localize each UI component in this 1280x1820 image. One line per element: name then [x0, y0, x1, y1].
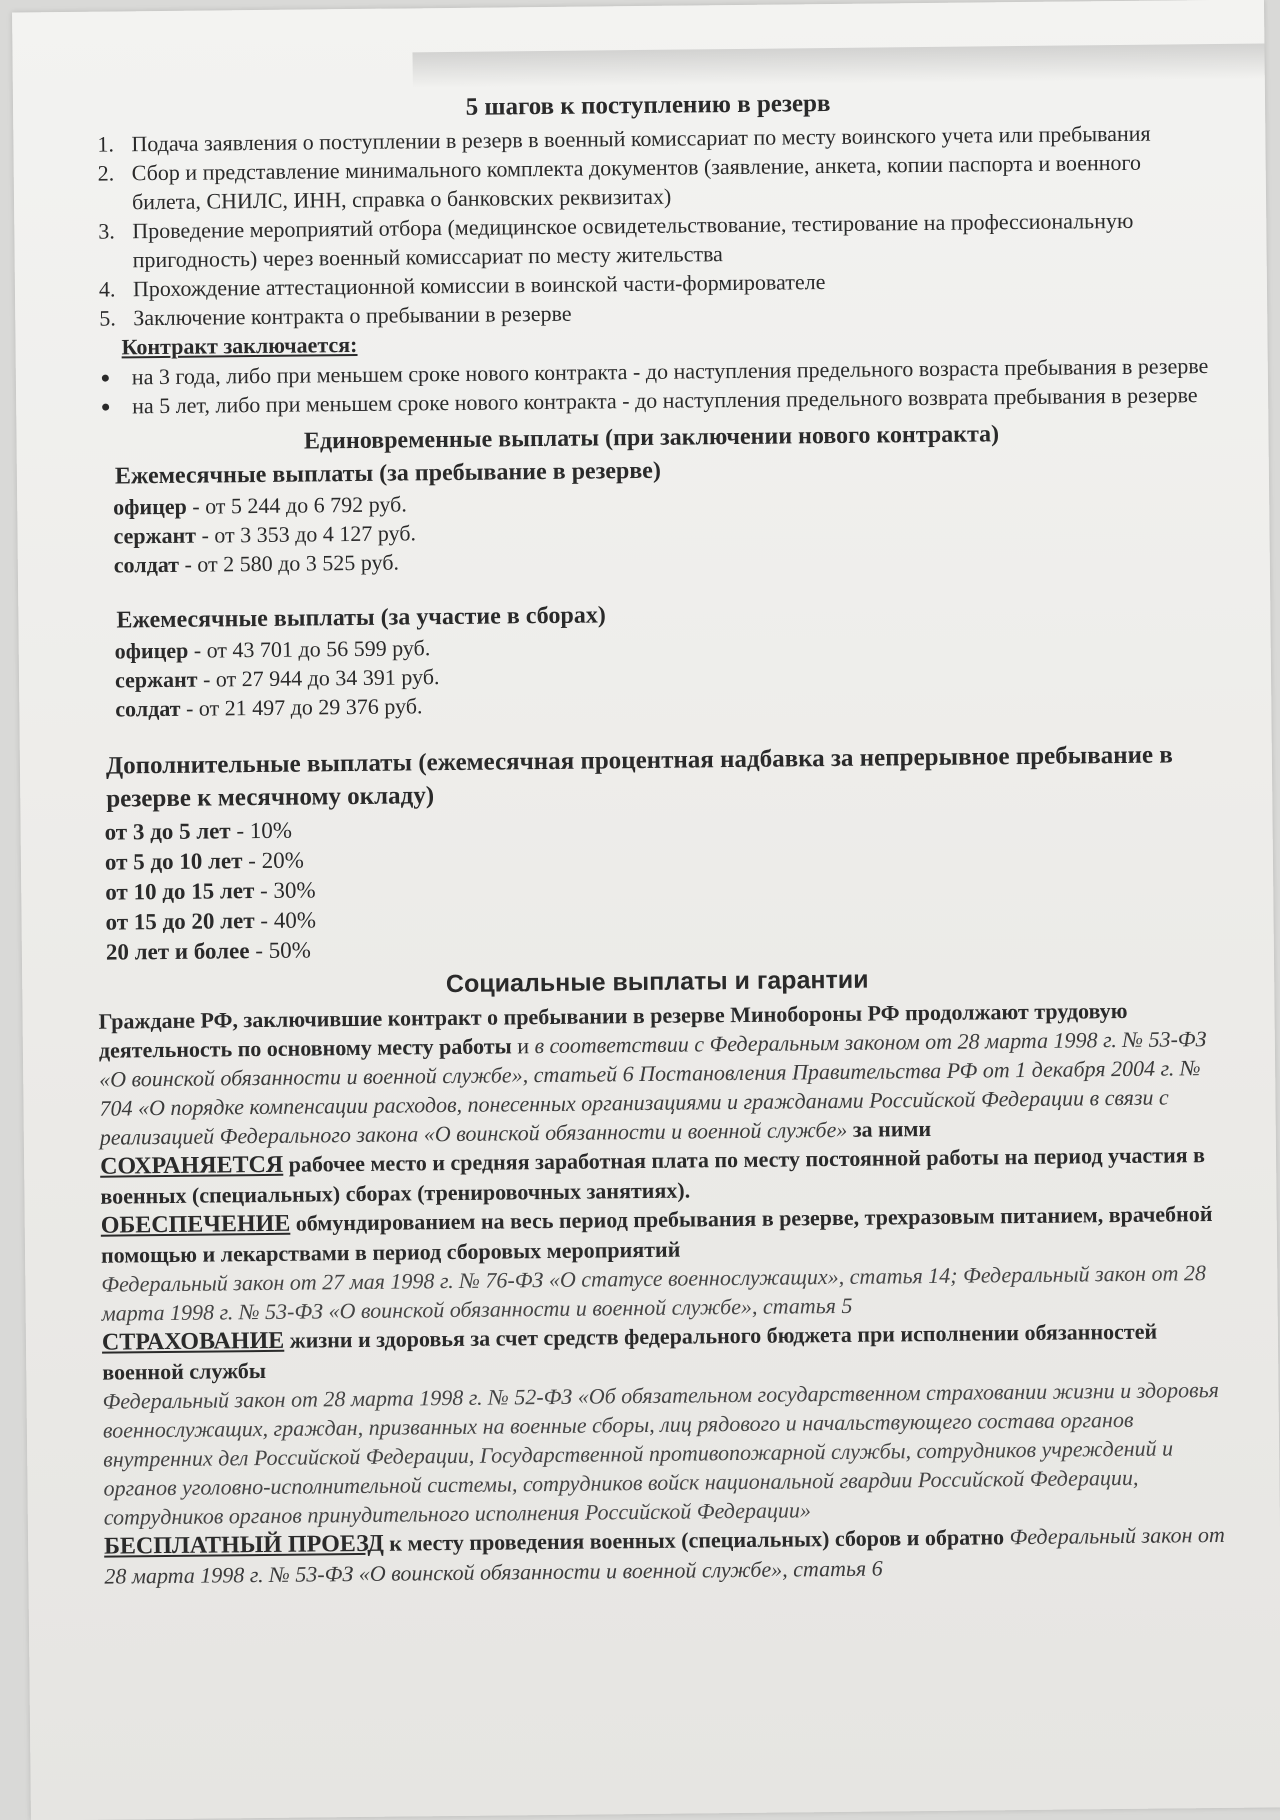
insurance-law-reference: Федеральный закон от 28 марта 1998 г. № 52-ФЗ «Об обязательном государственном страховании жизни и здоровья военнослужащих, граждан, призванных на военные сборы, лиц рядового и начальствующего состава органов внутренних дел Российской Федерации, Государственной противопожарной службы, сотрудников учреждений и органов уголовно-исполнительной системы, сотрудников войск национальной гвардии Российской Федерации, сотрудников органов принудительного исполнения Российской Федерации» — [102, 1376, 1220, 1530]
social-heading: Социальные выплаты и гарантии — [445, 965, 869, 999]
contract-term: • на 5 лет, либо при меньшем сроке нового контракта - до наступления предельного возврата пребывания в резерве — [122, 380, 1216, 420]
bonus-value: - 20% — [242, 847, 304, 874]
insurance-keyword: СТРАХОВАНИЕ — [101, 1327, 285, 1356]
keep-text: рабочее место и средняя заработная плата по месту постоянной работы на период участия в военных (специальных) сборах (тренировочных занятиях). — [100, 1142, 1206, 1209]
document-page — [12, 0, 1280, 1820]
bonus-period: от 15 до 20 лет — [105, 908, 255, 935]
monthly-reserve-heading: Ежемесячные выплаты (за пребывание в резерве) — [114, 457, 662, 490]
page-title: 5 шагов к поступлению в резерв — [465, 89, 831, 121]
pay-amount: - от 43 701 до 56 599 руб. — [188, 635, 431, 663]
bonus-value: - 30% — [254, 877, 316, 904]
contract-term: • на 3 года, либо при меньшем сроке нового контракта - до наступления предельного возраста пребывания в резерве — [122, 351, 1216, 391]
pay-amount: - от 27 944 до 34 391 руб. — [197, 664, 440, 692]
insurance-text: жизни и здоровья за счет средств федерального бюджета при исполнении обязанностей военной службы — [102, 1318, 1158, 1385]
bonus-period: от 3 до 5 лет — [104, 818, 231, 845]
bonus-value: - 50% — [249, 937, 311, 964]
rank-label: солдат — [113, 551, 180, 578]
supply-keyword: ОБЕСПЕЧЕНИЕ — [100, 1210, 291, 1239]
rank-label: солдат — [115, 695, 181, 722]
travel-law-reference: Федеральный закон от 28 марта 1998 г. № 53-ФЗ «О воинской обязанности и военной службе», статья 6 — [104, 1521, 1225, 1589]
contract-heading: Контракт заключается: — [121, 331, 358, 360]
step-item: 2. Сбор и представление минимального комплекта документов (заявление, анкета, копии паспорта и военного билета, СНИЛС, ИНН, справка о банковских реквизитах) — [120, 147, 1215, 216]
bonus-value: - 40% — [254, 907, 317, 934]
bonus-period: от 5 до 10 лет — [104, 848, 243, 875]
rank-label: офицер — [114, 637, 189, 664]
step-item: 1. Подача заявления о поступлении в резерв в военный комиссариат по месту воинского учета или пребывания — [119, 118, 1213, 158]
bonus-value: - 10% — [230, 817, 293, 844]
bonus-period: от 10 до 15 лет — [105, 878, 255, 905]
document-content — [83, 80, 1229, 1591]
intro-law-reference: в соответствии с Федеральным законом от 28 марта 1998 г. № 53-ФЗ «О воинской обязанности и военной службе», статьей 6 Постановления Правительства РФ от 1 декабря 2004 г. № 704 «О порядке компенсации расходов, понесенных организациями и гражданами Российской Федерации в связи с реализацией Федерального закона «О воинской обязанности и военной службе» — [99, 1026, 1207, 1150]
steps-list — [83, 118, 1215, 333]
rank-label: сержант — [113, 522, 197, 549]
bonus-period: 20 лет и более — [105, 938, 250, 965]
rank-label: офицер — [113, 493, 187, 520]
rank-label: сержант — [114, 666, 198, 693]
supply-text: обмундированием на весь период пребывания в резерве, трехразовым питанием, врачебной помощью и лекарствами в период сборовых мероприятий — [100, 1201, 1213, 1268]
step-item: 3. Проведение мероприятий отбора (медицинское освидетельствование, тестирование на профессиональную пригодность) через военный комиссариат по месту жительства — [120, 205, 1215, 274]
pay-amount: - от 3 353 до 4 127 руб. — [195, 520, 417, 548]
travel-keyword: БЕСПЛАТНЫЙ ПРОЕЗД — [103, 1530, 384, 1560]
monthly-training-heading: Ежемесячные выплаты (за участие в сборах) — [116, 602, 606, 634]
pay-amount: - от 21 497 до 29 376 руб. — [180, 693, 423, 721]
step-item: 4. Прохождение аттестационной комиссии в воинской части-формирователе — [121, 263, 1215, 303]
lump-sum-heading: Единовременные выплаты (при заключении нового контракта) — [303, 421, 1000, 455]
pay-amount: - от 2 580 до 3 525 руб. — [178, 549, 400, 577]
bonus-heading: Дополнительные выплаты (ежемесячная процентная надбавка за непрерывное пребывание в резерве к месячному окладу) — [105, 741, 1173, 813]
contract-terms-list — [86, 351, 1217, 421]
intro-bold-text: Граждане РФ, заключившие контракт о пребывании в резерве Минобороны РФ продолжают трудовую деятельность по основному месту работы — [98, 997, 1128, 1063]
intro-tail: за ними — [847, 1115, 932, 1142]
step-item: 5. Заключение контракта о пребывании в резерве — [121, 292, 1215, 332]
social-intro — [98, 995, 1223, 1152]
travel-text: к месту проведения военных (специальных) сборов и обратно — [383, 1524, 1005, 1556]
keep-keyword: СОХРАНЯЕТСЯ — [99, 1151, 284, 1180]
supply-law-reference: Федеральный закон от 27 мая 1998 г. № 76-ФЗ «О статусе военнослужащих», статья 14; Федеральный закон от 28 марта 1998 г. № 53-ФЗ «О воинской обязанности и военной службе», статья 5 — [101, 1260, 1207, 1326]
pay-amount: - от 5 244 до 6 792 руб. — [186, 491, 407, 519]
intro-and: и — [511, 1033, 535, 1059]
guarantee-travel — [104, 1520, 1229, 1591]
